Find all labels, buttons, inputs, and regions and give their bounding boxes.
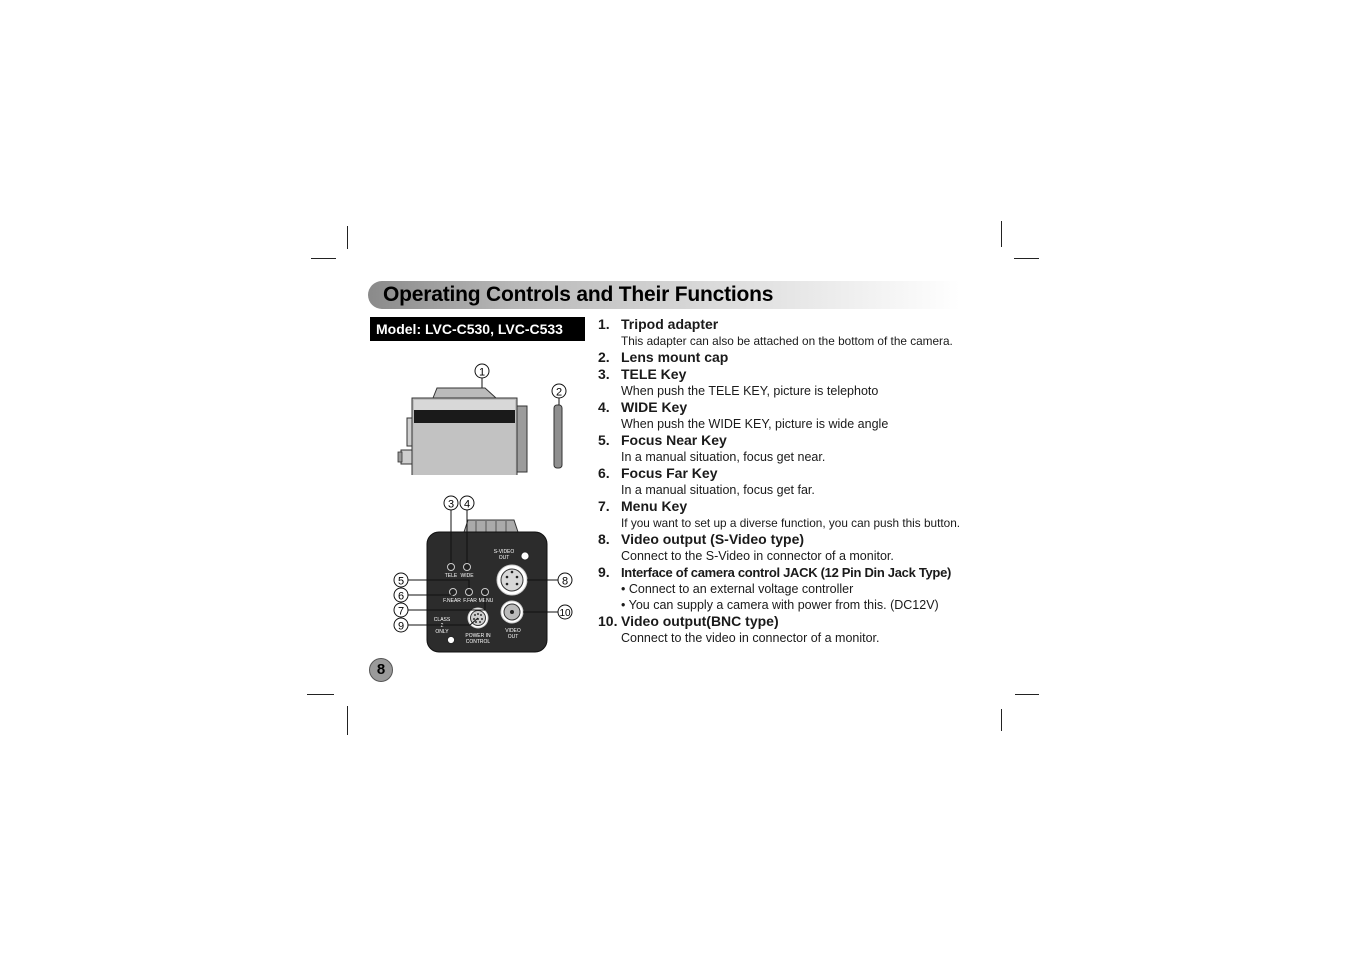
item-title: Video output (S-Video type) — [621, 531, 805, 547]
controls-list — [598, 316, 998, 646]
item-title: WIDE Key — [621, 399, 688, 415]
item-description: Connect to the S-Video in connector of a monitor. — [621, 549, 894, 563]
item-number: 3. — [598, 366, 610, 382]
list-item — [598, 465, 998, 498]
video-out-label: OUT — [507, 634, 519, 640]
class-label: CLASS — [433, 617, 451, 623]
item-number: 1. — [598, 316, 610, 332]
list-item — [598, 564, 998, 613]
list-item — [598, 399, 998, 432]
list-item — [598, 316, 998, 349]
callout-6-text: 6 — [397, 590, 405, 603]
item-number: 8. — [598, 531, 610, 547]
crop-mark — [347, 226, 348, 249]
tripod-adapter — [433, 388, 496, 398]
crop-mark — [1015, 694, 1039, 695]
item-title: Video output(BNC type) — [621, 613, 779, 629]
video-label: VIDEO — [505, 628, 521, 634]
list-item — [598, 498, 998, 531]
item-description: • Connect to an external voltage controller — [621, 582, 854, 596]
crop-mark — [307, 694, 334, 695]
item-description: If you want to set up a diverse function, you can push this button. — [621, 516, 961, 530]
tele-key — [448, 564, 455, 571]
crop-mark — [311, 258, 336, 259]
crop-mark — [1001, 709, 1002, 731]
class-2-label: 2 — [440, 623, 444, 629]
page-title: Operating Controls and Their Functions — [383, 283, 774, 306]
page-number: 8 — [369, 658, 393, 682]
focus-far-key — [466, 589, 473, 596]
camera-back-illustration — [390, 492, 580, 657]
item-title: Lens mount cap — [621, 349, 729, 365]
s-video-out-label: OUT — [498, 555, 510, 561]
item-title: TELE Key — [621, 366, 687, 382]
item-number: 2. — [598, 349, 610, 365]
item-title: Interface of camera control JACK (12 Pin Din Jack Type) — [621, 565, 952, 580]
power-in-label: POWER IN — [465, 633, 491, 639]
list-item — [598, 432, 998, 465]
lens-mount — [517, 406, 527, 472]
item-title: Menu Key — [621, 498, 688, 514]
list-item — [598, 531, 998, 564]
model-label: Model: LVC-C530, LVC-C533 — [370, 317, 585, 341]
item-description: In a manual situation, focus get near. — [621, 450, 826, 464]
tele-label: TELE — [444, 573, 458, 579]
wide-key — [464, 564, 471, 571]
camera-side-illustration — [395, 360, 575, 475]
tripod-adapter — [464, 520, 518, 532]
item-description: When push the TELE KEY, picture is telephoto — [621, 384, 879, 398]
item-title: Focus Near Key — [621, 432, 727, 448]
callout-1-text: 1 — [478, 366, 486, 379]
item-number: 7. — [598, 498, 610, 514]
item-description: • You can supply a camera with power from this. (DC12V) — [621, 598, 939, 612]
only-label: ONLY — [435, 629, 449, 635]
callout-5-text: 5 — [397, 575, 405, 588]
item-description: This adapter can also be attached on the bottom of the camera. — [621, 334, 953, 348]
menu-label: MENU — [478, 598, 494, 604]
item-number: 5. — [598, 432, 610, 448]
item-number: 6. — [598, 465, 610, 481]
list-item — [598, 366, 998, 399]
item-number: 9. — [598, 564, 610, 580]
callout-3-text: 3 — [447, 498, 455, 511]
s-video-label: S-VIDEO — [493, 549, 515, 555]
f-near-label: F.NEAR — [443, 598, 461, 604]
item-description: Connect to the video in connector of a monitor. — [621, 631, 880, 645]
callout-9-text: 9 — [397, 620, 405, 633]
callout-7-text: 7 — [397, 605, 405, 618]
lens-mount-cap — [554, 405, 562, 468]
focus-near-key — [450, 589, 457, 596]
callout-10-text: 10 — [559, 608, 571, 619]
item-number: 10. — [598, 613, 618, 629]
f-far-label: F.FAR — [463, 598, 477, 604]
callout-4-text: 4 — [463, 498, 471, 511]
control-label: CONTROL — [465, 639, 491, 645]
list-item — [598, 613, 998, 646]
item-description: In a manual situation, focus get far. — [621, 483, 815, 497]
item-number: 4. — [598, 399, 610, 415]
item-description: When push the WIDE KEY, picture is wide angle — [621, 417, 889, 431]
list-item — [598, 349, 998, 366]
menu-key — [482, 589, 489, 596]
wide-label: WIDE — [460, 573, 474, 579]
item-title: Focus Far Key — [621, 465, 718, 481]
callout-2-text: 2 — [555, 386, 563, 399]
callout-8-text: 8 — [561, 575, 569, 588]
crop-mark — [347, 706, 348, 735]
item-title: Tripod adapter — [621, 316, 719, 332]
crop-mark — [1014, 258, 1039, 259]
crop-mark — [1001, 221, 1002, 247]
